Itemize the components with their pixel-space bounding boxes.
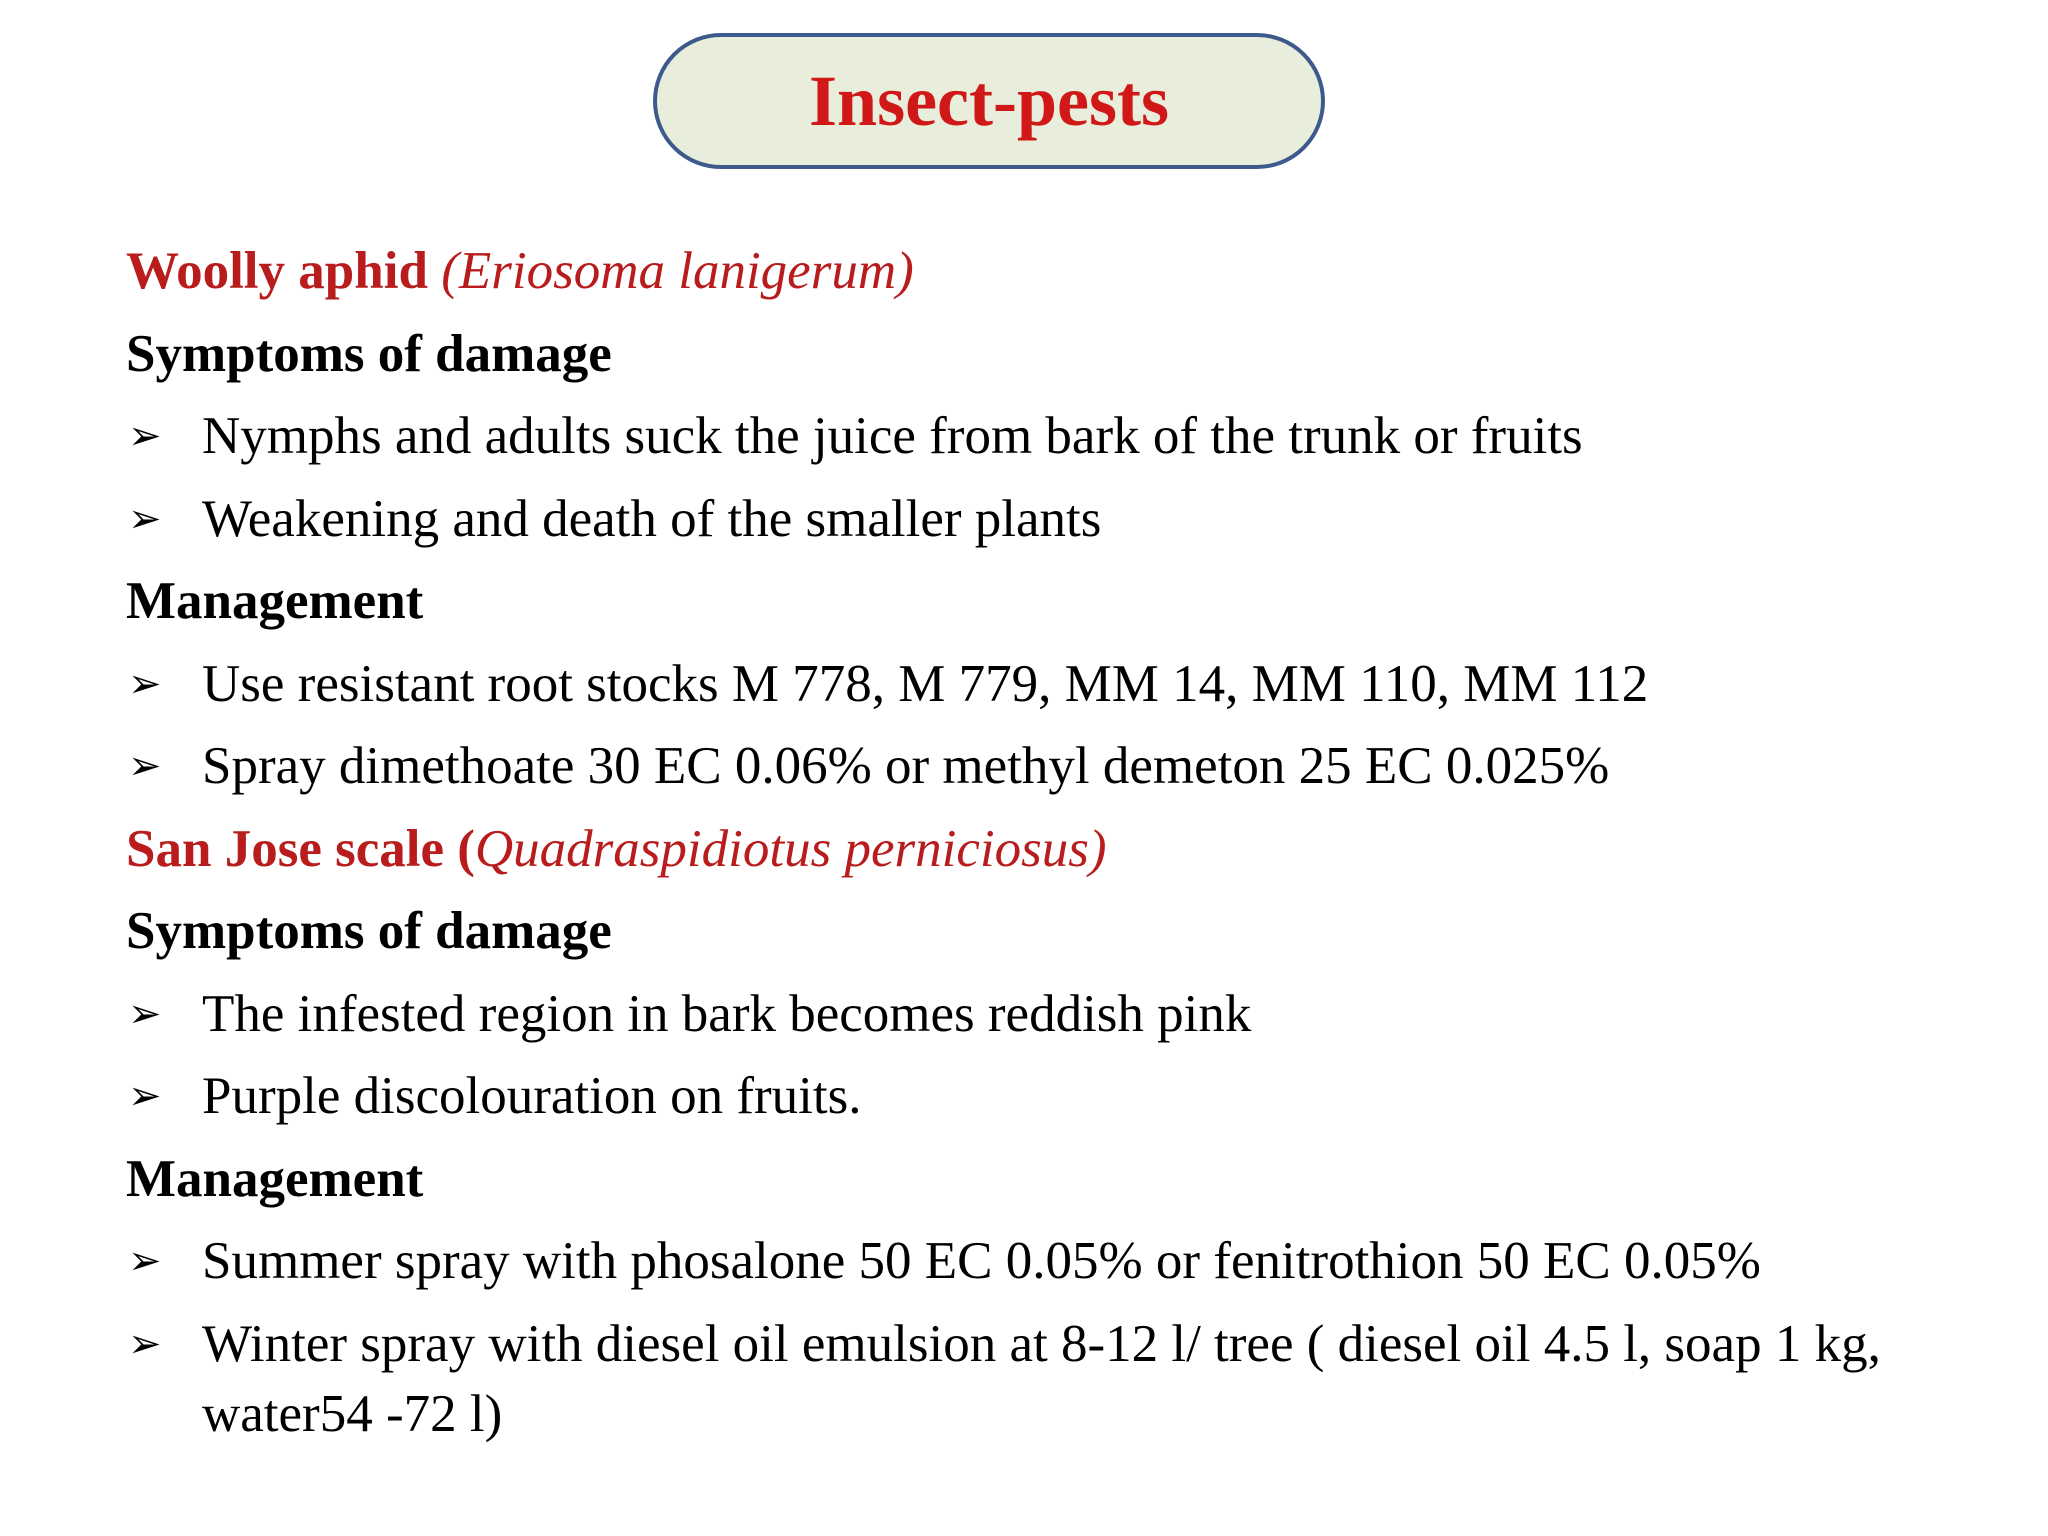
arrowhead-bullet-icon: ➢: [128, 743, 162, 789]
symptoms-heading: Symptoms of damage: [126, 902, 612, 960]
list-item-text: Spray dimethoate 30 EC 0.06% or methyl demeton 25 EC 0.025%: [202, 737, 1610, 795]
management-heading: Management: [126, 1149, 424, 1208]
pest-open-paren: (: [427, 242, 459, 300]
arrowhead-bullet-icon: ➢: [128, 1320, 162, 1367]
list-item: [126, 478, 1966, 561]
pest-name: Woolly aphid: [126, 242, 428, 300]
list-item: [126, 973, 1966, 1056]
pest-scientific-name: Eriosoma lanigerum): [458, 242, 914, 300]
list-item-text: Purple discolouration on fruits.: [202, 1067, 862, 1125]
title-box: [653, 33, 1325, 169]
list-item-text: Use resistant root stocks M 778, M 779, MM 14, MM 110, MM 112: [202, 654, 1649, 713]
management-heading: Management: [126, 572, 424, 630]
page-title: Insect-pests: [809, 61, 1169, 141]
arrowhead-bullet-icon: ➢: [128, 413, 162, 459]
arrowhead-bullet-icon: ➢: [128, 990, 162, 1037]
pest-heading: [126, 230, 1966, 313]
pest-open-paren: (: [444, 819, 475, 878]
pest-name: San Jose scale: [126, 819, 444, 878]
arrowhead-bullet-icon: ➢: [128, 1238, 162, 1284]
list-item: [126, 1303, 1966, 1455]
list-item-text: Nymphs and adults suck the juice from bark of the trunk or fruits: [202, 407, 1583, 465]
list-item: [126, 725, 1966, 808]
list-item-text: Summer spray with phosalone 50 EC 0.05% or fenitrothion 50 EC 0.05%: [202, 1232, 1761, 1290]
arrowhead-bullet-icon: ➢: [128, 1073, 162, 1119]
symptoms-heading: Symptoms of damage: [126, 324, 612, 383]
list-item-text: Weakening and death of the smaller plants: [202, 489, 1102, 548]
list-item: [126, 1055, 1966, 1138]
list-item: [126, 643, 1966, 726]
pest-heading: [126, 808, 1966, 891]
list-item-text: Winter spray with diesel oil emulsion at 8-12 l/ tree ( diesel oil 4.5 l, soap 1 kg, water54 -72 l): [202, 1314, 1881, 1443]
arrowhead-bullet-icon: ➢: [128, 495, 162, 542]
arrowhead-bullet-icon: ➢: [128, 660, 162, 707]
list-item-text: The infested region in bark becomes reddish pink: [202, 984, 1252, 1043]
list-item: [126, 395, 1966, 478]
pest-scientific-name: Quadraspidiotus perniciosus): [474, 819, 1107, 878]
slide-content: [126, 230, 1966, 1455]
list-item: [126, 1220, 1966, 1303]
